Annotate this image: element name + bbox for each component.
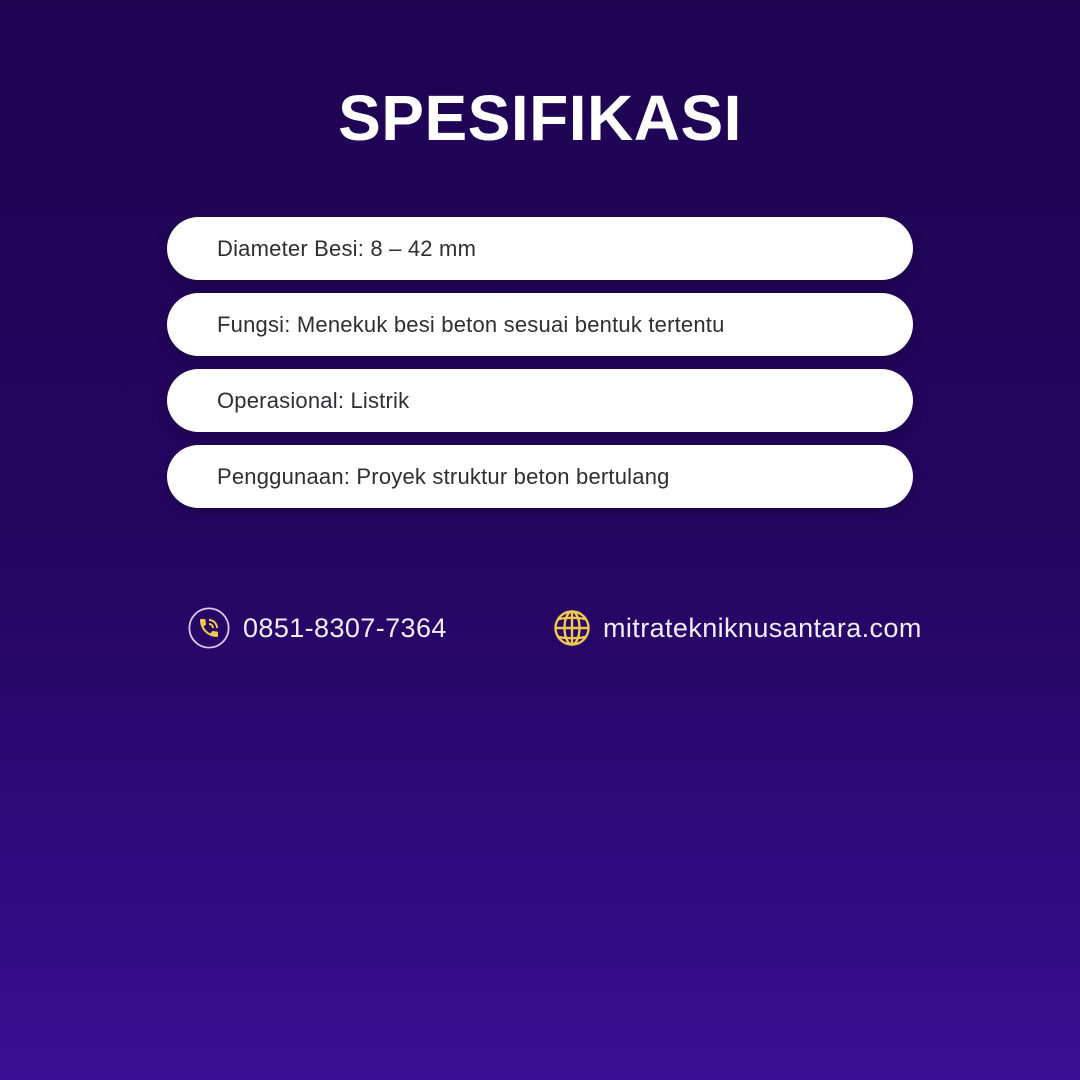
spec-card-diameter xyxy=(167,217,913,280)
phone-in-talk-icon xyxy=(188,607,230,649)
spec-card-operasional xyxy=(167,369,913,432)
spec-card-label: Operasional: Listrik xyxy=(217,387,410,413)
spec-card-fungsi xyxy=(167,293,913,356)
spec-card-label: Penggunaan: Proyek struktur beton bertulang xyxy=(217,463,670,489)
website-contact xyxy=(551,607,922,649)
website-url: mitratekniknusantara.com xyxy=(603,612,922,643)
contact-row xyxy=(0,607,1080,653)
spec-card-label: Diameter Besi: 8 – 42 mm xyxy=(217,235,477,261)
spec-card-list xyxy=(167,217,913,508)
phone-number: 0851-8307-7364 xyxy=(243,612,447,643)
page-title: SPESIFIKASI xyxy=(338,82,742,154)
spec-card-label: Fungsi: Menekuk besi beton sesuai bentuk tertentu xyxy=(217,311,725,337)
globe-icon xyxy=(551,607,593,649)
spec-card-penggunaan xyxy=(167,445,913,508)
phone-contact xyxy=(188,607,447,649)
